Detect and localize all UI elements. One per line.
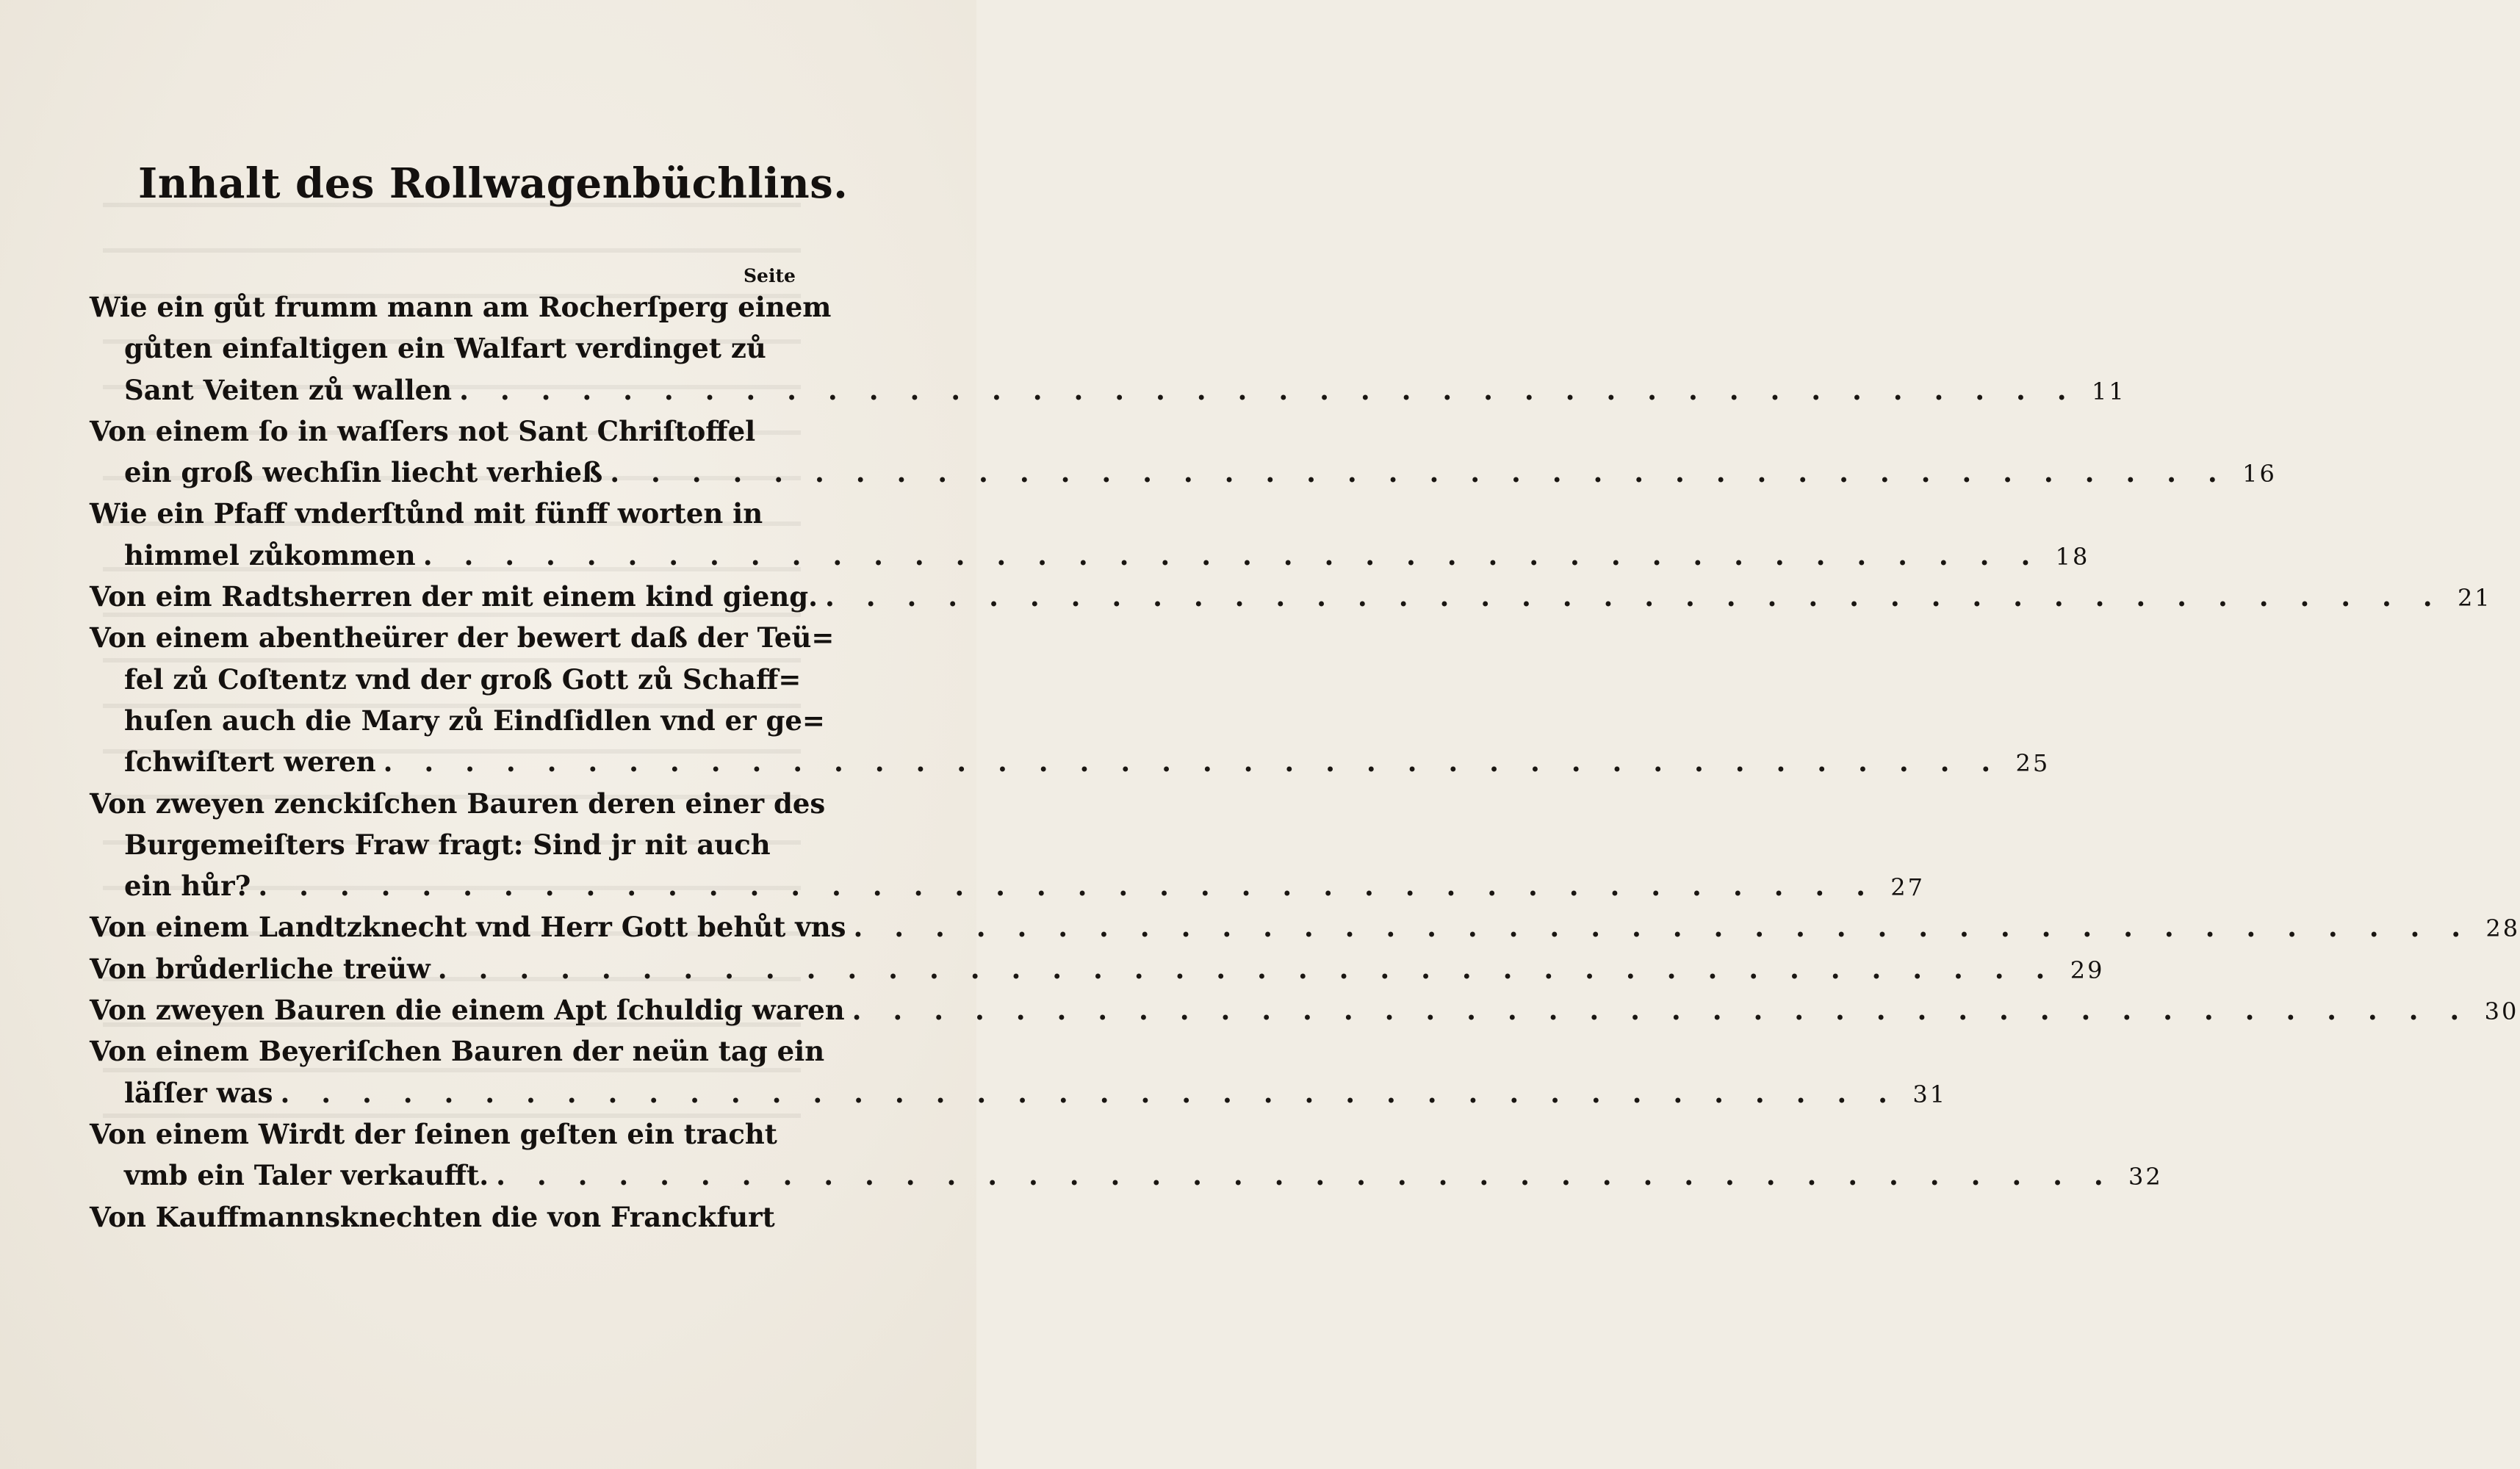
toc-entry-line: huſen auch die Mary zů Eindſidlen vnd er ge= [124, 704, 825, 737]
page-number: 18 [2055, 542, 2090, 571]
dot-leader: . . . . . . . . . . . . . . . . . . . . . . . . . . . . . . . . . . . . . . . . [422, 538, 2042, 571]
dot-leader: . . . . . . . . . . . . . . . . . . . . . . . . . . . . . . . . . . . . . . . . [853, 911, 2472, 944]
toc-entry-line: läſſer was [124, 1076, 273, 1109]
dot-leader: . . . . . . . . . . . . . . . . . . . . . . . . . . . . . . . . . . . . . . . . [610, 456, 2228, 489]
toc-entry-last-line [90, 369, 2126, 411]
toc-entry-line: Von einem Beyeriſchen Bauren der neün tag ein [90, 1035, 825, 1068]
toc-entry-line: ein groß wechſin liecht verhieß [124, 456, 603, 489]
toc-entry-line: himmel zůkommen [124, 538, 416, 571]
dot-leader: . . . . . . . . . . . . . . . . . . . . . . . . . . . . . . . . . . . . . . . . [852, 994, 2471, 1027]
toc-entry-last-line [90, 576, 2492, 617]
toc-entry [90, 617, 2051, 782]
toc-entry-line: Von eim Radtsherren der mit einem kind gieng. [90, 580, 818, 613]
toc-entry-line: Wie ein gůt frumm mann am Rocherſperg einem [90, 291, 832, 323]
toc-entry-last-line [90, 741, 2051, 782]
toc-entry [90, 948, 2105, 989]
toc-entry [90, 989, 2519, 1031]
toc-entry-line: gůten einfaltigen ein Walfart verdinget zů [124, 332, 766, 365]
toc-entry [90, 1114, 2163, 1197]
toc-entry-line: Wie ein Pfaff vnderſtůnd mit fünff worten in [90, 497, 763, 530]
toc-entry [90, 576, 2492, 617]
toc-entry [90, 1197, 788, 1238]
toc-entry-last-line [90, 1155, 2163, 1196]
page-column-label: Seite [744, 265, 796, 286]
toc-entry [90, 1031, 1948, 1114]
toc-entry-line: ein hůr? [124, 870, 251, 903]
toc-entry-line: Von einem Wirdt der ſeinen geſten ein tracht [90, 1117, 777, 1150]
toc-entry [90, 411, 2277, 494]
dot-leader: . . . . . . . . . . . . . . . . . . . . . . . . . . . . . . . . . . . . . . . . [825, 580, 2444, 613]
page-number: 25 [2015, 749, 2051, 778]
toc-entry-line: ſchwiſtert weren [124, 746, 376, 779]
toc-entry-line: Von zweyen Bauren die einem Apt ſchuldig waren [90, 994, 845, 1027]
page-number: 11 [2091, 377, 2126, 405]
toc-entry-line: Burgemeiſters Fraw fragt: Sind jr nit auch [124, 828, 771, 861]
page-number: 28 [2485, 914, 2520, 943]
toc-entry-line: Von Kauffmannsknechten die von Franckfurt [90, 1200, 775, 1233]
toc-entry-last-line [90, 1197, 788, 1238]
toc-entry-line: fel zů Coſtentz vnd der groß Gott zů Schaff= [124, 663, 802, 696]
toc-entry-line: Von einem ſo in waſſers not Sant Chriſtoffel [90, 414, 756, 447]
page-number: 27 [1890, 873, 1925, 902]
toc-entry-line: Von brůderliche treüw [90, 952, 431, 985]
toc-entry-last-line [90, 906, 2520, 948]
dot-leader: . . . . . . . . . . . . . . . . . . . . . . . . . . . . . . . . . . . . . . . . [437, 952, 2056, 985]
toc-entry-line: Von zweyen zenckiſchen Bauren deren einer des [90, 787, 826, 820]
toc-entry-last-line [90, 989, 2519, 1031]
toc-entry-last-line [90, 535, 2090, 576]
toc-entry-last-line [90, 1072, 1948, 1114]
page-number: 21 [2457, 584, 2492, 613]
table-of-contents [90, 286, 2520, 1238]
toc-entry [90, 906, 2520, 948]
toc-entry-last-line [90, 452, 2277, 493]
toc-entry [90, 286, 2126, 411]
page-number: 16 [2242, 460, 2277, 488]
toc-entry-last-line [90, 948, 2105, 989]
page-number: 29 [2070, 956, 2105, 984]
toc-entry-line: Von einem Landtzknecht vnd Herr Gott behůt vns [90, 911, 846, 944]
toc-entry-line: vmb ein Taler verkaufft. [124, 1159, 489, 1192]
toc-entry-line: Sant Veiten zů wallen [124, 373, 453, 406]
dot-leader: . . . . . . . . . . . . . . . . . . . . . . . . . . . . . . . . . . . . . . . . [383, 746, 2002, 779]
page-number: 31 [1912, 1080, 1948, 1108]
dot-leader: . . . . . . . . . . . . . . . . . . . . . . . . . . . . . . . . . . . . . . . . [496, 1159, 2114, 1192]
page-number: 30 [2484, 997, 2519, 1026]
toc-entry-line: Von einem abentheürer der bewert daß der Teü= [90, 621, 835, 654]
toc-entry-last-line [90, 865, 1925, 906]
toc-entry [90, 493, 2090, 576]
dot-leader: . . . . . . . . . . . . . . . . . . . . . . . . . . . . . . . . . . . . . . . . [258, 870, 1876, 903]
dot-leader: . . . . . . . . . . . . . . . . . . . . . . . . . . . . . . . . . . . . . . . . [280, 1076, 1899, 1109]
dot-leader: . . . . . . . . . . . . . . . . . . . . . . . . . . . . . . . . . . . . . . . . [459, 373, 2078, 406]
page-number: 32 [2128, 1163, 2163, 1191]
page-title: Inhalt des Rollwagenbüchlins. [138, 159, 849, 208]
toc-entry [90, 783, 1925, 907]
